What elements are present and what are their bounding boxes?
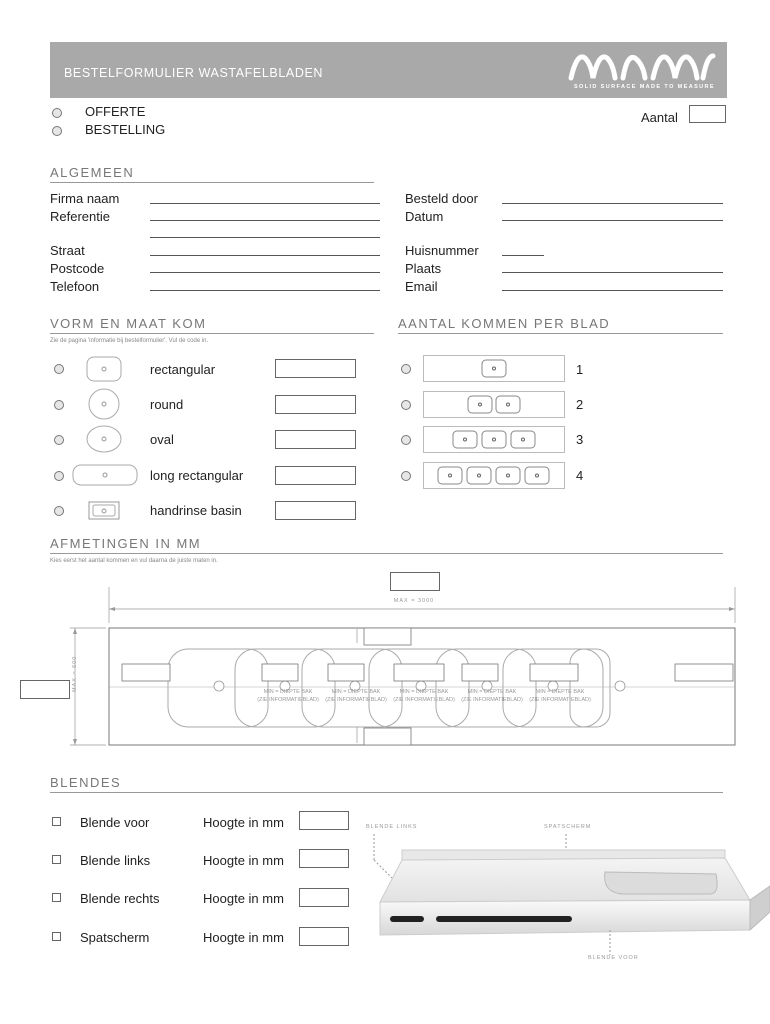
basin-icon — [437, 466, 551, 485]
radio-handrinse-basin[interactable] — [54, 506, 64, 516]
checkbox-blende-links[interactable] — [52, 855, 61, 864]
hoogte-label: Hoogte in mm — [203, 891, 284, 906]
basin-icon — [481, 359, 507, 378]
huisnummer-field[interactable] — [502, 255, 544, 256]
kommen-2-preview — [423, 391, 565, 418]
handrinse-code-input[interactable] — [275, 501, 356, 520]
spatscherm-callout: SPATSCHERM — [544, 824, 592, 830]
checkbox-blende-rechts[interactable] — [52, 893, 61, 902]
referentie-field[interactable] — [150, 220, 380, 221]
max-width-label: MAX = 3000 — [393, 598, 435, 604]
min-label-note: (ZIE INFORMATIEBLAD) — [257, 697, 319, 703]
section-kommen-title: AANTAL KOMMEN PER BLAD — [398, 316, 611, 331]
round-basin-icon — [88, 388, 120, 420]
min-label-note: (ZIE INFORMATIEBLAD) — [393, 697, 455, 703]
basin-icon — [467, 395, 521, 414]
aantal-label: Aantal — [641, 110, 678, 125]
radio-long-rectangular[interactable] — [54, 471, 64, 481]
hoogte-label: Hoogte in mm — [203, 853, 284, 868]
radio-rectangular[interactable] — [54, 364, 64, 374]
section-divider — [50, 333, 374, 334]
radio-offerte[interactable] — [52, 108, 62, 118]
checkbox-spatscherm[interactable] — [52, 932, 61, 941]
spatscherm-height-input[interactable] — [299, 927, 349, 946]
rectangular-basin-icon — [86, 356, 122, 382]
form-title: BESTELFORMULIER WASTAFELBLADEN — [64, 66, 324, 80]
field-label: Telefoon — [50, 279, 100, 294]
radio-oval[interactable] — [54, 435, 64, 445]
section-blendes-title: BLENDES — [50, 775, 122, 790]
blende-label: Blende rechts — [80, 891, 160, 906]
radio-kommen-2[interactable] — [401, 400, 411, 410]
email-field[interactable] — [502, 290, 723, 291]
basin-icon — [452, 430, 536, 449]
firma-naam-field[interactable] — [150, 203, 380, 204]
section-afmetingen-title: AFMETINGEN IN MM — [50, 536, 202, 551]
section-divider — [398, 333, 723, 334]
shape-label: oval — [150, 432, 174, 447]
header-bar — [50, 42, 727, 98]
afmetingen-note: Kies eerst het aantal kommen en vul daarna de juiste maten in. — [50, 558, 218, 564]
field-label: Email — [405, 279, 438, 294]
field-label: Firma naam — [50, 191, 120, 206]
blende-voor-callout: BLENDE VOOR — [588, 955, 639, 961]
logo-tagline: SOLID SURFACE MADE TO MEASURE — [573, 84, 715, 90]
field-label: Datum — [405, 209, 444, 224]
min-label: MIN = DIEPTE BAK — [399, 689, 449, 695]
radio-kommen-3[interactable] — [401, 435, 411, 445]
long-rectangular-basin-icon — [72, 464, 138, 486]
oval-basin-icon — [86, 425, 122, 453]
plaats-field[interactable] — [502, 272, 723, 273]
kommen-count-label: 1 — [576, 362, 584, 377]
referentie-field-extra[interactable] — [150, 237, 380, 238]
min-label: MIN = DIEPTE BAK — [263, 689, 313, 695]
blende-links-callout: BLENDE LINKS — [366, 824, 418, 830]
long-rectangular-code-input[interactable] — [275, 466, 356, 485]
straat-field[interactable] — [150, 255, 380, 256]
rectangular-code-input[interactable] — [275, 359, 356, 378]
checkbox-blende-voor[interactable] — [52, 817, 61, 826]
section-algemeen-title: ALGEMEEN — [50, 165, 135, 180]
vorm-note: Zie de pagina 'informatie bij bestelformulier'. Vul de code in. — [50, 338, 209, 344]
min-label-note: (ZIE INFORMATIEBLAD) — [325, 697, 387, 703]
shape-label: long rectangular — [150, 468, 244, 483]
oval-code-input[interactable] — [275, 430, 356, 449]
handrinse-basin-icon — [88, 501, 120, 520]
blende-rechts-height-input[interactable] — [299, 888, 349, 907]
min-label-note: (ZIE INFORMATIEBLAD) — [461, 697, 523, 703]
depth-input[interactable] — [20, 680, 70, 699]
blende-voor-height-input[interactable] — [299, 811, 349, 830]
field-label: Huisnummer — [405, 243, 479, 258]
shape-label: rectangular — [150, 362, 216, 377]
shape-label: round — [150, 397, 184, 412]
field-label: Postcode — [50, 261, 105, 276]
datum-field[interactable] — [502, 220, 723, 221]
section-vorm-title: VORM EN MAAT KOM — [50, 316, 207, 331]
besteld-door-field[interactable] — [502, 203, 723, 204]
kommen-count-label: 3 — [576, 432, 584, 447]
section-divider — [50, 182, 374, 183]
round-code-input[interactable] — [275, 395, 356, 414]
blende-links-height-input[interactable] — [299, 849, 349, 868]
max-depth-label: MAX = 600 — [72, 655, 78, 692]
telefoon-field[interactable] — [150, 290, 380, 291]
option-offerte-label: OFFERTE — [85, 104, 146, 119]
min-label: MIN = DIEPTE BAK — [331, 689, 381, 695]
field-label: Referentie — [50, 209, 110, 224]
radio-kommen-1[interactable] — [401, 364, 411, 374]
blende-label: Spatscherm — [80, 930, 150, 945]
option-bestelling-label: BESTELLING — [85, 122, 166, 137]
shape-label: handrinse basin — [150, 503, 242, 518]
blende-label: Blende voor — [80, 815, 150, 830]
min-label: MIN = DIEPTE BAK — [535, 689, 585, 695]
kommen-3-preview — [423, 426, 565, 453]
radio-round[interactable] — [54, 400, 64, 410]
field-label: Straat — [50, 243, 85, 258]
radio-kommen-4[interactable] — [401, 471, 411, 481]
kommen-4-preview — [423, 462, 565, 489]
hoogte-label: Hoogte in mm — [203, 815, 284, 830]
min-label-note: (ZIE INFORMATIEBLAD) — [529, 697, 591, 703]
kommen-count-label: 4 — [576, 468, 584, 483]
field-label: Plaats — [405, 261, 442, 276]
kommen-count-label: 2 — [576, 397, 584, 412]
hoogte-label: Hoogte in mm — [203, 930, 284, 945]
field-label: Besteld door — [405, 191, 478, 206]
kommen-1-preview — [423, 355, 565, 382]
postcode-field[interactable] — [150, 272, 380, 273]
radio-bestelling[interactable] — [52, 126, 62, 136]
section-divider — [50, 553, 723, 554]
aantal-input[interactable] — [689, 105, 726, 123]
min-label: MIN = DIEPTE BAK — [467, 689, 517, 695]
section-divider — [50, 792, 723, 793]
countertop-dimension-diagram — [70, 585, 740, 750]
mm-logo-icon — [567, 48, 717, 84]
countertop-3d-illustration — [360, 830, 770, 955]
blende-label: Blende links — [80, 853, 151, 868]
